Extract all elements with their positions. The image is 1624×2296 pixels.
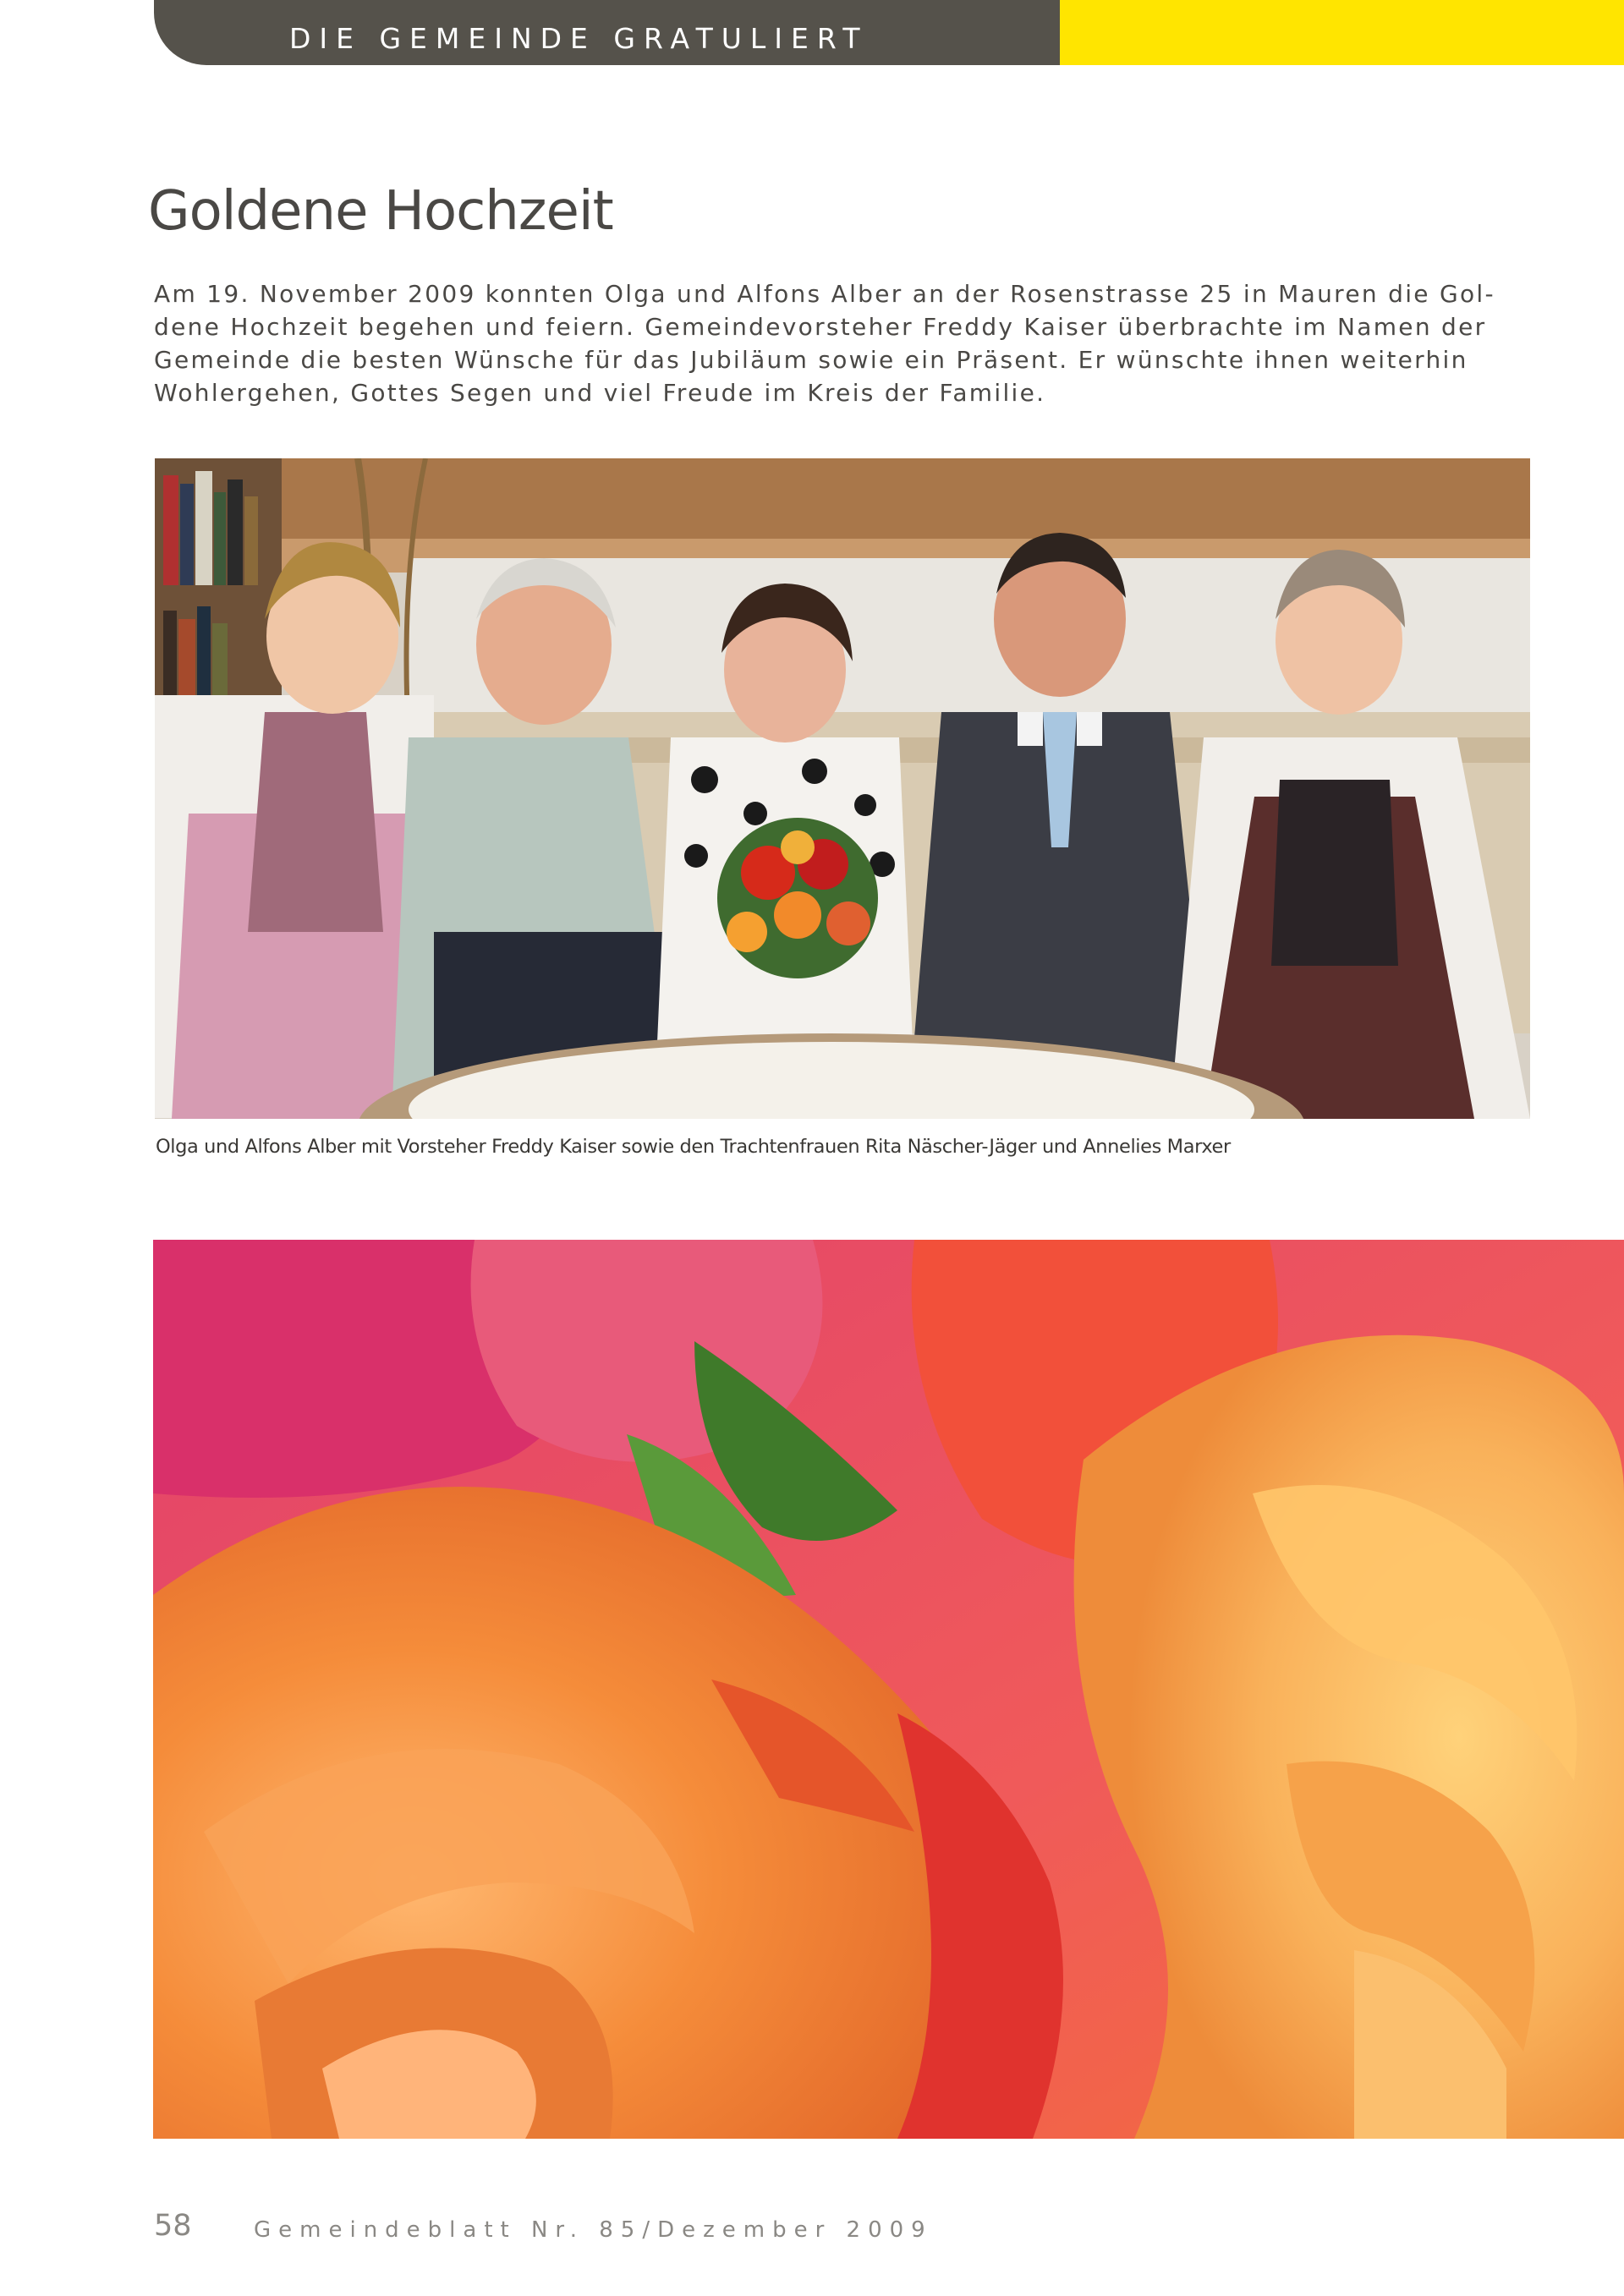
rose-photo-illustration: [153, 1240, 1624, 2139]
section-title: DIE GEMEINDE GRATULIERT: [289, 22, 869, 55]
rose-photo: [153, 1240, 1624, 2139]
publication-line: Gemeindeblatt Nr. 85/Dezember 2009: [254, 2217, 933, 2243]
photo-caption: Olga und Alfons Alber mit Vorsteher Freddy Kaiser sowie den Trachtenfrauen Rita Näscher-Jäger und Annelies Marxer: [156, 1136, 1231, 1158]
article-body-line: Am 19. November 2009 konnten Olga und Alfons Alber an der Rosenstrasse 25 in Mauren die Gol-: [154, 280, 1495, 308]
article-body-line: Gemeinde die besten Wünsche für das Jubiläum sowie ein Präsent. Er wünschte ihnen weiterhin: [154, 346, 1468, 374]
group-photo-illustration: [155, 458, 1530, 1119]
article-body-line: Wohlergehen, Gottes Segen und viel Freude im Kreis der Familie.: [154, 379, 1046, 407]
section-header-accent: [1060, 0, 1624, 65]
article-body-line: dene Hochzeit begehen und feiern. Gemeindevorsteher Freddy Kaiser überbrachte im Namen der: [154, 313, 1487, 341]
article-body: [154, 277, 1495, 409]
group-photo: [155, 458, 1530, 1119]
article-title: Goldene Hochzeit: [148, 180, 613, 243]
page-number: 58: [154, 2209, 192, 2243]
